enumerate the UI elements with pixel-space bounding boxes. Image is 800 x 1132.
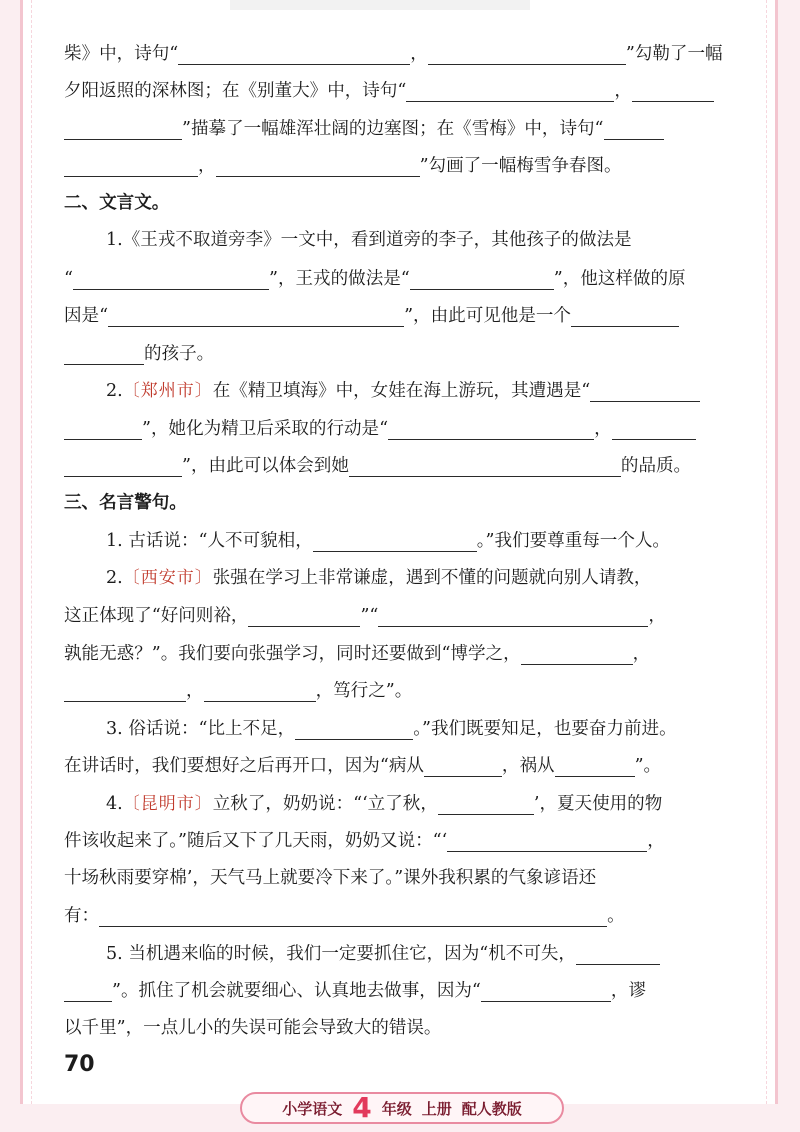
text: ，祸从 [501, 756, 555, 777]
text: 孰能无惑？”。我们要向张强学习，同时还要做到“博学之， [64, 643, 521, 664]
text: ， [648, 606, 666, 627]
text: 1.《王戎不取道旁李》一文中，看到道旁的李子，其他孩子的做法是 [106, 230, 632, 251]
answer-blank[interactable] [64, 409, 142, 440]
text: 以千里”，一点儿小的失误可能会导致大的错误。 [64, 1017, 442, 1038]
answer-blank[interactable] [555, 746, 635, 777]
answer-blank[interactable] [64, 334, 144, 365]
city-tag: 〔郑州市〕 [122, 381, 213, 402]
text: 在讲话时，我们要想好之后再开口，因为“病从 [64, 756, 424, 777]
question-number: 2. [106, 381, 123, 402]
answer-blank[interactable] [108, 296, 404, 327]
text: ”。 [634, 756, 662, 777]
s3-q4-line-1 [64, 784, 744, 824]
answer-blank[interactable] [178, 34, 410, 65]
s3-q4-line-4 [64, 896, 744, 936]
text: 夕阳返照的深林图；在《别董大》中，诗句“ [64, 81, 407, 102]
s2-q1-line-4 [64, 334, 744, 374]
text: ， [614, 81, 632, 102]
text: ， [632, 643, 651, 664]
text: 这正体现了“好问则裕， [64, 606, 249, 627]
answer-blank[interactable] [248, 596, 360, 627]
text: ，谬 [610, 981, 646, 1002]
s3-q4-line-2 [64, 821, 744, 861]
question-number: 4. [106, 793, 123, 814]
text: ， [594, 418, 612, 439]
answer-blank[interactable] [64, 109, 182, 140]
answer-blank[interactable] [410, 259, 554, 290]
text-line-2 [64, 71, 744, 111]
text: ”“ [360, 606, 379, 627]
answer-blank[interactable] [571, 296, 679, 327]
text: ”，由此可见他是一个 [404, 306, 571, 327]
text: ， [647, 831, 665, 852]
footer-grade-text: 年级 [381, 1099, 412, 1118]
s3-q4-line-3 [64, 859, 744, 899]
question-number: 2. [106, 567, 123, 588]
text: 。”我们既要知足，也要奋力前进。 [413, 718, 677, 739]
text: ，笃行之”。 [315, 681, 413, 702]
text-line-1 [64, 34, 744, 74]
text: 张强在学习上非常谦虚，遇到不懂的问题就向别人请教， [212, 567, 652, 588]
s2-q2-line-3 [64, 446, 744, 486]
book-footer-badge [240, 1092, 564, 1124]
s2-q2-line-2 [64, 409, 744, 449]
answer-blank[interactable] [64, 671, 186, 702]
answer-blank[interactable] [406, 71, 614, 102]
text: “ [64, 268, 73, 289]
text: ”。抓住了机会就要细心、认真地去做事，因为“ [112, 981, 481, 1002]
text: ”描摹了一幅雄浑壮阔的边塞图；在《雪梅》中，诗句“ [182, 118, 604, 139]
answer-blank[interactable] [378, 596, 648, 627]
text: 十场秋雨要穿棉’，天气马上就要冷下来了。”课外我积累的气象谚语还 [64, 867, 597, 888]
answer-blank[interactable] [447, 821, 647, 852]
answer-blank[interactable] [604, 109, 664, 140]
answer-blank[interactable] [349, 446, 621, 477]
s3-q3-line-1 [64, 709, 744, 749]
s2-q1-line-1 [64, 221, 744, 261]
text: ”，她化为精卫后采取的行动是“ [142, 418, 389, 439]
text: ”，由此可以体会到她 [182, 456, 349, 477]
top-cropped-strip [230, 0, 530, 10]
answer-blank[interactable] [73, 259, 269, 290]
s2-q1-line-3 [64, 296, 744, 336]
page-number: 70 [64, 1052, 95, 1077]
text: ， [186, 681, 204, 702]
s3-q5-line-2 [64, 971, 744, 1011]
answer-blank[interactable] [204, 671, 316, 702]
s3-q1-line [64, 521, 744, 561]
answer-blank[interactable] [313, 521, 477, 552]
answer-blank[interactable] [424, 746, 502, 777]
s3-q2-line-3 [64, 634, 744, 674]
city-tag: 〔昆明市〕 [122, 793, 213, 814]
answer-blank[interactable] [295, 709, 413, 740]
answer-blank[interactable] [428, 34, 626, 65]
text: ”，王戎的做法是“ [268, 268, 410, 289]
footer-term: 上册 [421, 1099, 452, 1118]
text: ”勾勒了一幅 [625, 44, 723, 64]
answer-blank[interactable] [99, 896, 607, 927]
answer-blank[interactable] [481, 971, 611, 1002]
text: ’，夏天使用的物 [533, 793, 663, 814]
s3-q5-line-1 [64, 934, 744, 974]
text: ”勾画了一幅梅雪争春图。 [419, 156, 622, 177]
s3-q2-line-4 [64, 671, 744, 711]
text: 因是“ [64, 306, 109, 327]
answer-blank[interactable] [590, 371, 700, 402]
text: ， [198, 156, 216, 177]
answer-blank[interactable] [632, 71, 714, 102]
text: 。”我们要尊重每一个人。 [476, 531, 670, 552]
footer-edition: 配人教版 [461, 1099, 522, 1118]
section-title-classical-chinese: 二、文言文。 [64, 192, 170, 213]
text: 有： [64, 906, 100, 927]
text: 1. 古话说：“人不可貌相， [106, 531, 313, 552]
answer-blank[interactable] [216, 146, 420, 177]
answer-blank[interactable] [388, 409, 594, 440]
text-line-3 [64, 109, 744, 149]
answer-blank[interactable] [64, 146, 198, 177]
text: 柴》中，诗句“ [64, 44, 179, 64]
s3-q2-line-2 [64, 596, 744, 636]
answer-blank[interactable] [576, 934, 660, 965]
s2-q2-line-1 [64, 371, 744, 411]
footer-grade-number: 4 [352, 1091, 372, 1124]
text: 3. 俗话说：“比上不足， [106, 718, 296, 739]
text: 立秋了，奶奶说：“‘立了秋， [212, 793, 438, 814]
text: 5. 当机遇来临的时候，我们一定要抓住它，因为“机不可失， [106, 943, 576, 964]
answer-blank[interactable] [438, 784, 534, 815]
s3-q3-line-2 [64, 746, 744, 786]
footer-subject: 小学语文 [282, 1099, 343, 1118]
text: ， [410, 44, 428, 64]
text: 。 [607, 906, 625, 927]
s3-q5-line-3 [64, 1009, 744, 1049]
text: 的品质。 [620, 456, 692, 477]
text: 的孩子。 [144, 343, 215, 364]
answer-blank[interactable] [521, 634, 633, 665]
text: 件该收起来了。”随后又下了几天雨，奶奶又说：“‘ [64, 831, 448, 852]
answer-blank[interactable] [64, 446, 182, 477]
city-tag: 〔西安市〕 [122, 567, 213, 588]
text-line-4 [64, 146, 744, 186]
section-title-quotes: 三、名言警句。 [64, 492, 187, 513]
text: ”，他这样做的原 [553, 268, 686, 289]
s3-q2-line-1 [64, 559, 744, 599]
answer-blank[interactable] [64, 971, 112, 1002]
answer-blank[interactable] [612, 409, 696, 440]
s2-q1-line-2 [64, 259, 744, 299]
text: 在《精卫填海》中，女娃在海上游玩，其遭遇是“ [212, 381, 591, 402]
